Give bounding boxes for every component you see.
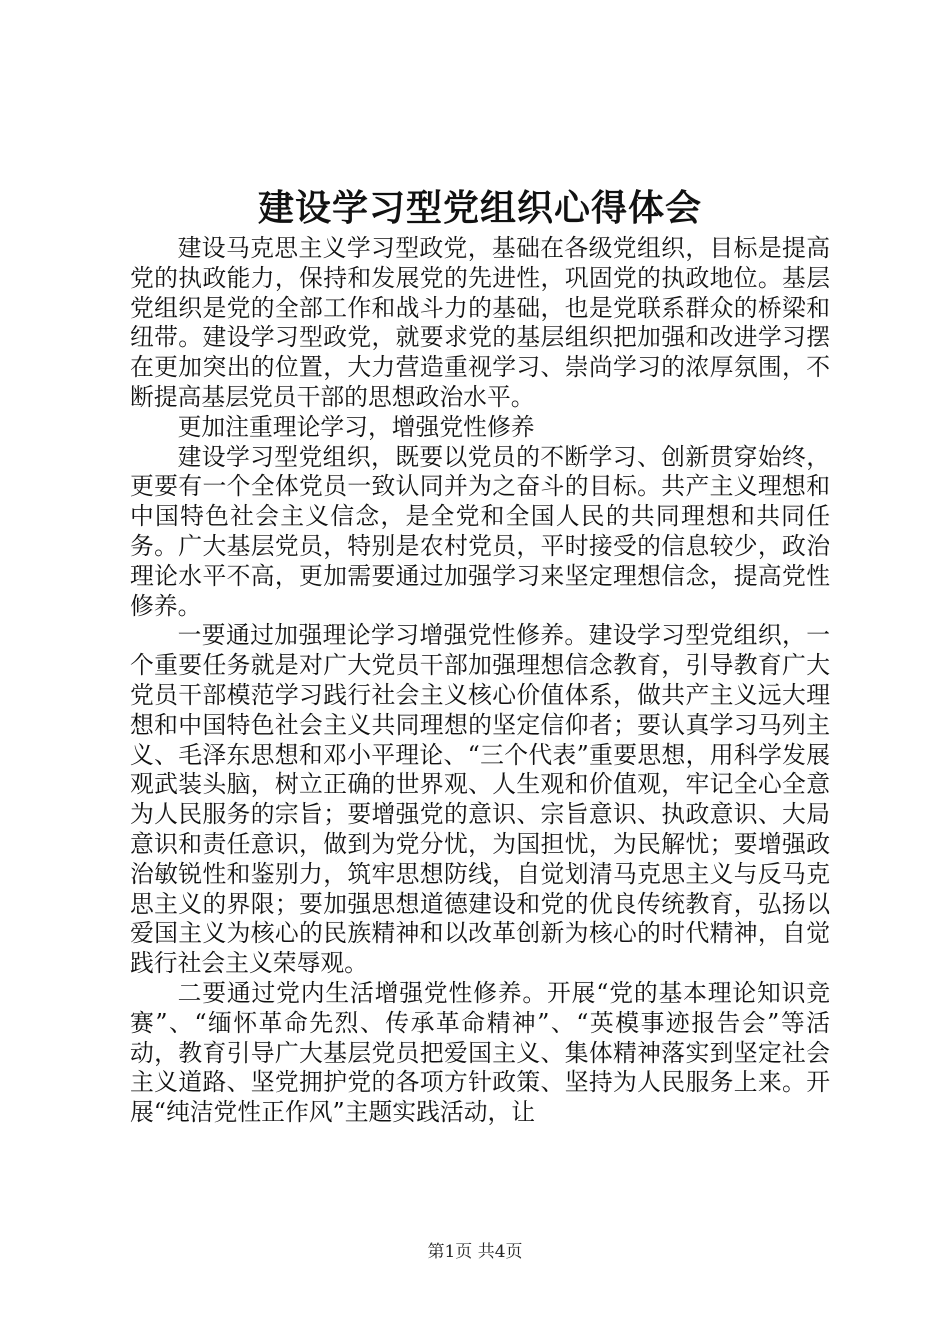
- document-title: 建设学习型党组织心得体会: [257, 187, 702, 229]
- paragraph-point-two: 二要通过党内生活增强党性修养。开展“党的基本理论知识竞赛”、“缅怀革命先烈、传承革命精神”、“英模事迹报告会”等活动，教育引导广大基层党员把爱国主义、集体精神落实到坚定社会主义道路、坚党拥护党的各项方针政策、坚持为人民服务上来。开展“纯洁党性正作风”主题实践活动，让: [130, 978, 830, 1127]
- paragraph-point-one: 一要通过加强理论学习增强党性修养。建设学习型党组织，一个重要任务就是对广大党员干部加强理想信念教育，引导教育广大党员干部模范学习践行社会主义核心价值体系，做共产主义远大理想和中国特色社会主义共同理想的坚定信仰者；要认真学习马列主义、毛泽东思想和邓小平理论、“三个代表”重要思想，用科学发展观武装头脑，树立正确的世界观、人生观和价值观，牢记全心全意为人民服务的宗旨；要增强党的意识、宗旨意识、执政意识、大局意识和责任意识，做到为党分忧，为国担忧，为民解忧；要增强政治敏锐性和鉴别力，筑牢思想防线，自觉划清马克思主义与反马克思主义的界限；要加强思想道德建设和党的优良传统教育，弘扬以爱国主义为核心的民族精神和以改革创新为核心的时代精神，自觉践行社会主义荣辱观。: [130, 621, 830, 978]
- section-heading: 更加注重理论学习，增强党性修养: [177, 412, 535, 441]
- paragraph-intro: 建设马克思主义学习型政党，基础在各级党组织，目标是提高党的执政能力，保持和发展党的先进性，巩固党的执政地位。基层党组织是党的全部工作和战斗力的基础，也是党联系群众的桥梁和纽带。建设学习型政党，就要求党的基层组织把加强和改进学习摆在更加突出的位置，大力营造重视学习、崇尚学习的浓厚氛围，不断提高基层党员干部的思想政治水平。: [130, 234, 830, 411]
- document-page: [130, 182, 830, 1128]
- page-footer: 第1页 共4页: [427, 1242, 523, 1262]
- paragraph-section-intro: 建设学习型党组织，既要以党员的不断学习、创新贯穿始终，更要有一个全体党员一致认同并为之奋斗的目标。共产主义理想和中国特色社会主义信念，是全党和全国人民的共同理想和共同任务。广大基层党员，特别是农村党员，平时接受的信息较少，政治理论水平不高，更加需要通过加强学习来坚定理想信念，提高党性修养。: [130, 442, 830, 620]
